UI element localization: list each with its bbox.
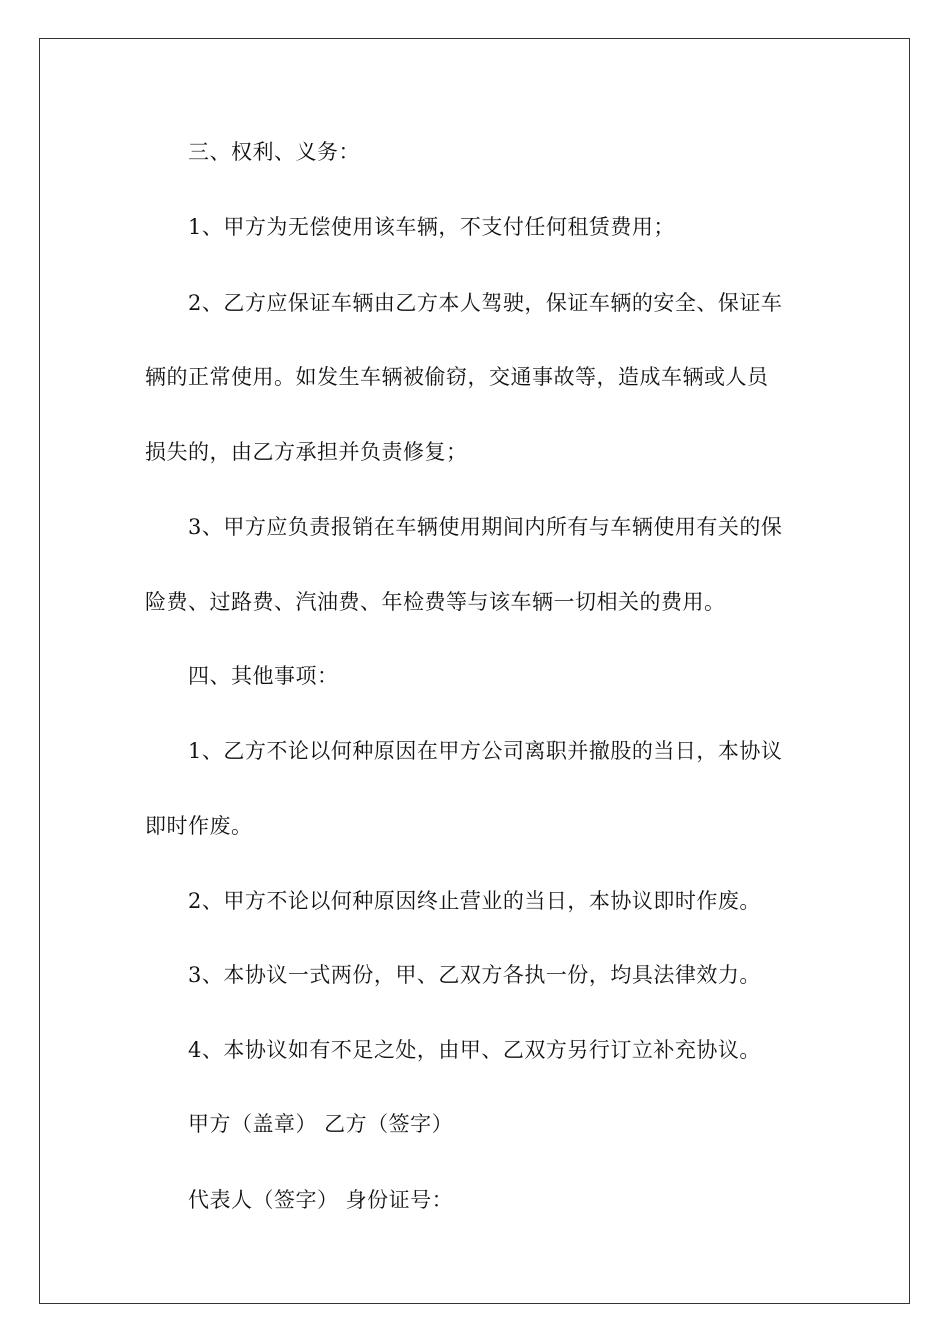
section-heading-other-matters: 四、其他事项： — [188, 664, 339, 688]
clause-3-2-line-3: 损失的，由乙方承担并负责修复； — [145, 440, 468, 464]
clause-3-3-line-1: 3、甲方应负责报销在车辆使用期间内所有与车辆使用有关的保 — [188, 515, 783, 539]
signature-representative-line: 代表人（签字） 身份证号： — [188, 1188, 454, 1212]
clause-4-3: 3、本协议一式两份，甲、乙双方各执一份，均具法律效力。 — [188, 963, 761, 987]
clause-3-3-line-2: 险费、过路费、汽油费、年检费等与该车辆一切相关的费用。 — [145, 590, 726, 614]
clause-3-2-line-2: 辆的正常使用。如发生车辆被偷窃，交通事故等，造成车辆或人员 — [145, 365, 769, 389]
section-heading-rights-duties: 三、权利、义务： — [188, 140, 360, 164]
clause-3-2-line-1: 2、乙方应保证车辆由乙方本人驾驶，保证车辆的安全、保证车 — [188, 291, 783, 315]
clause-4-1-line-2: 即时作废。 — [145, 814, 253, 838]
clause-3-1: 1、甲方为无偿使用该车辆，不支付任何租赁费用； — [188, 215, 675, 239]
clause-4-2: 2、甲方不论以何种原因终止营业的当日，本协议即时作废。 — [188, 889, 761, 913]
clause-4-1-line-1: 1、乙方不论以何种原因在甲方公司离职并撤股的当日，本协议 — [188, 739, 783, 763]
clause-4-4: 4、本协议如有不足之处，由甲、乙双方另行订立补充协议。 — [188, 1038, 761, 1062]
signature-party-line: 甲方（盖章） 乙方（签字） — [188, 1112, 454, 1136]
